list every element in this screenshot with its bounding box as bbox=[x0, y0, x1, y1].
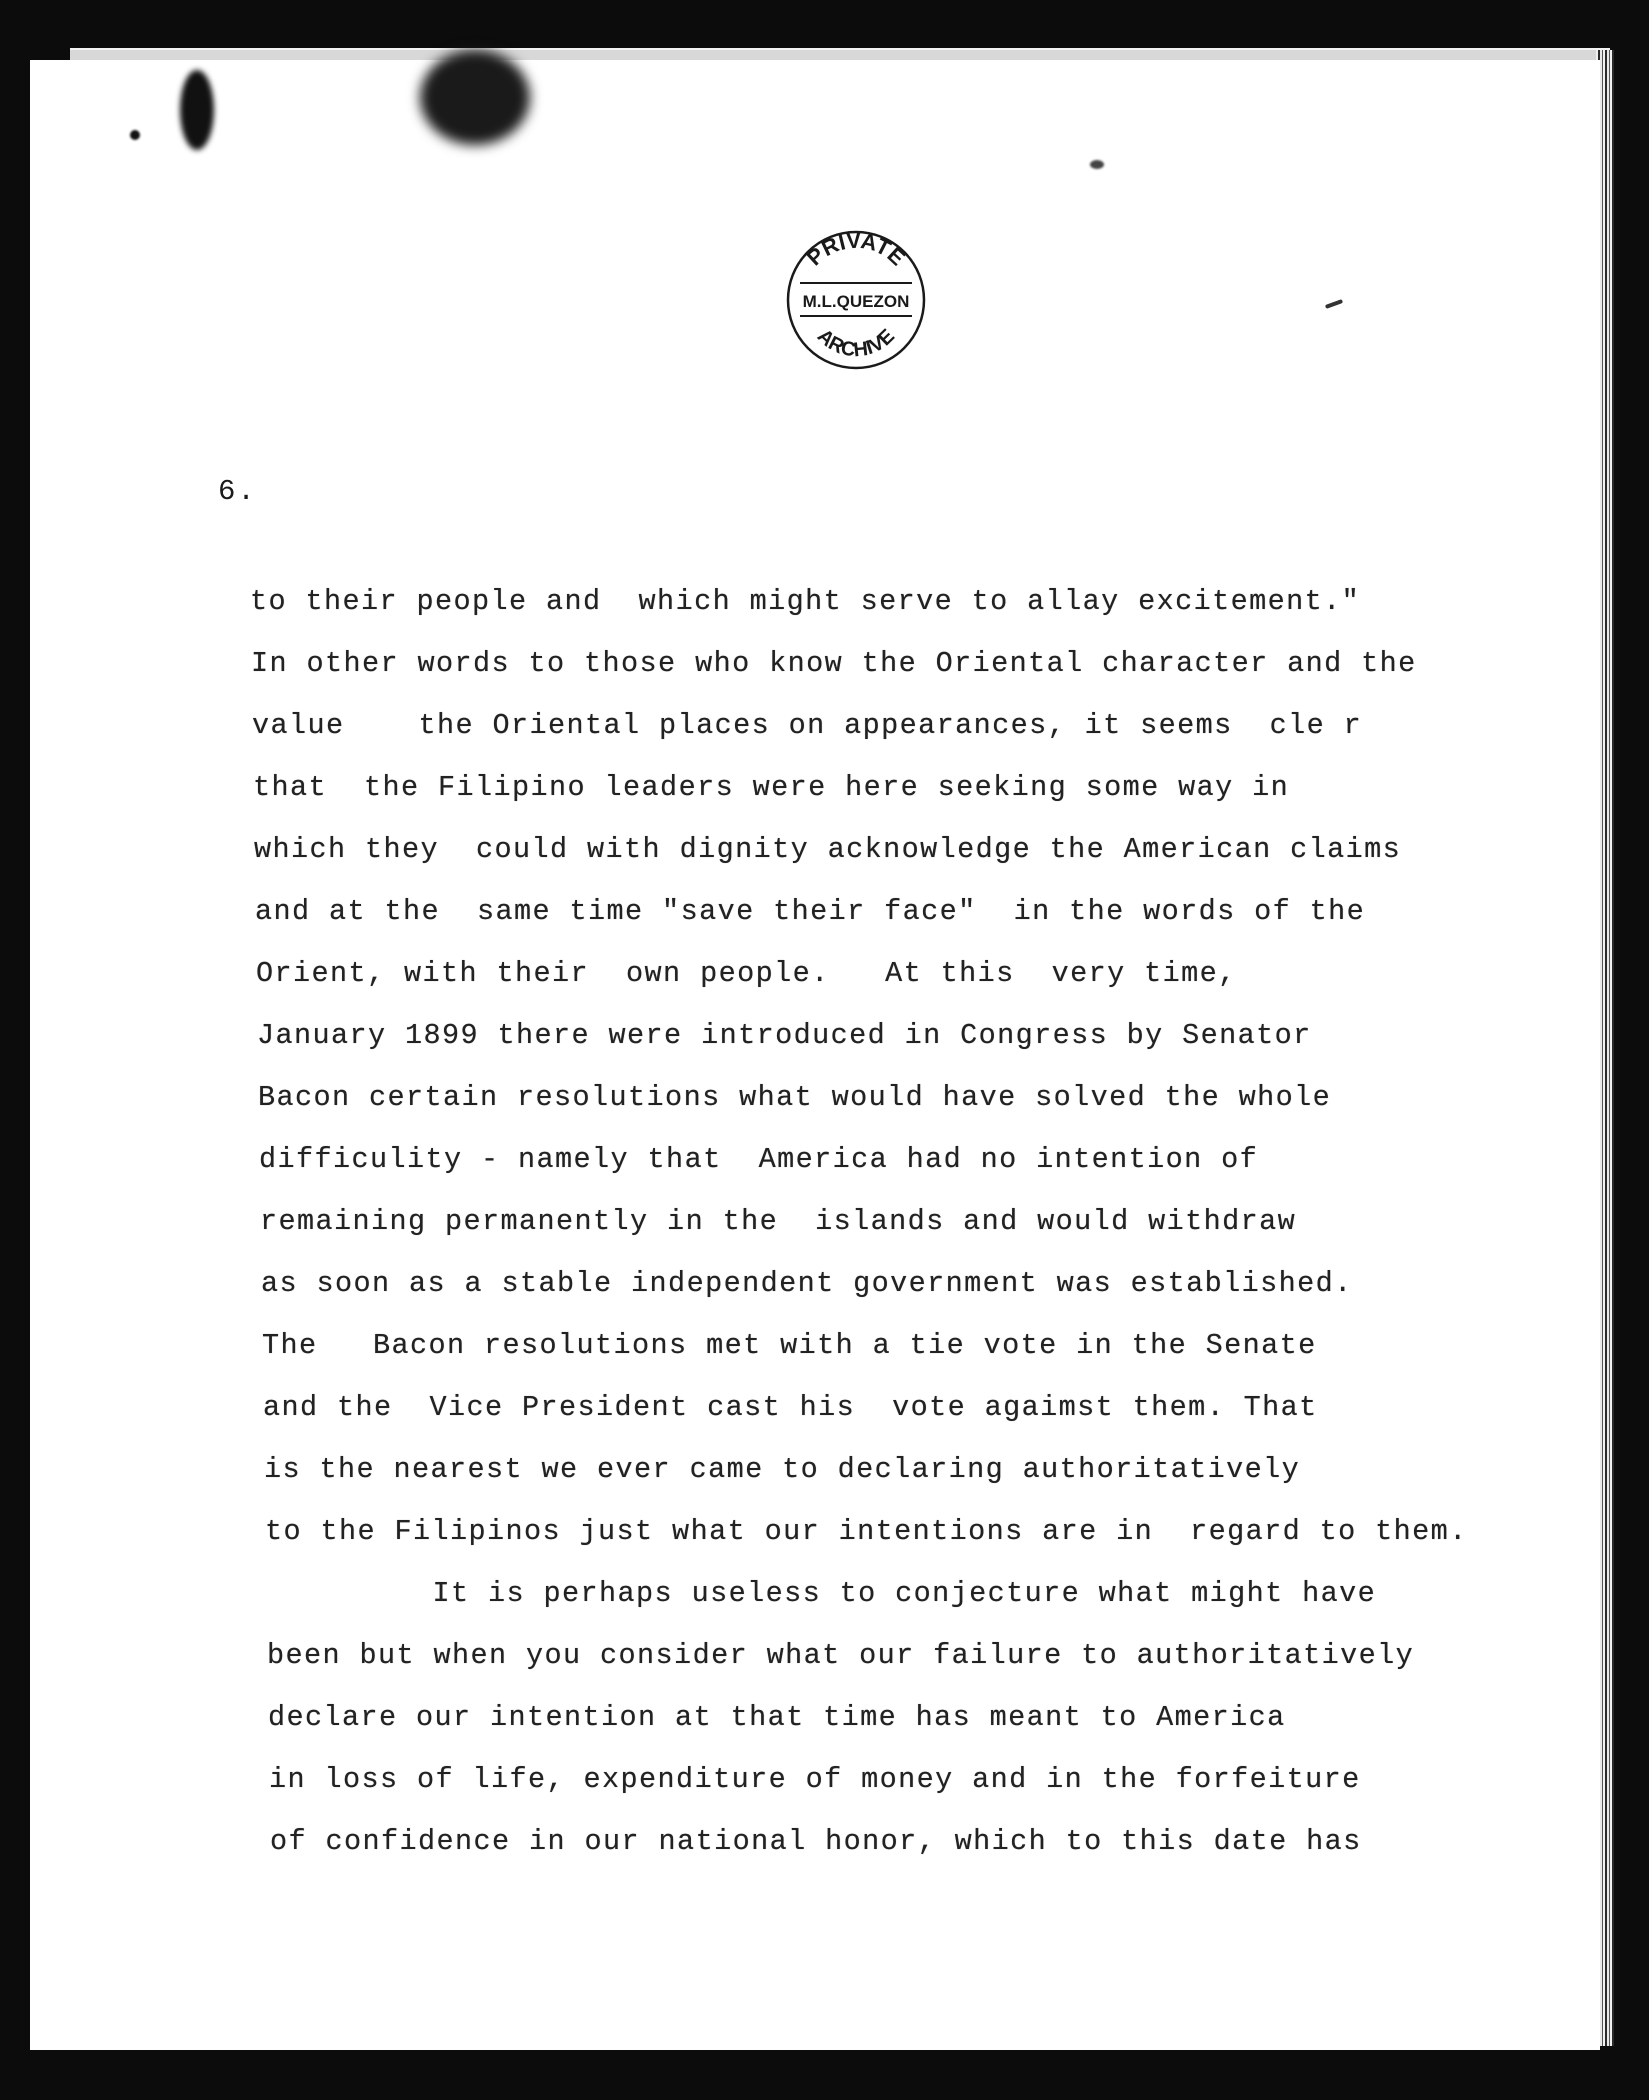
text-line: which they could with dignity acknowledge the American claims bbox=[254, 833, 1402, 866]
text-line: difficulity - namely that America had no intention of bbox=[259, 1143, 1259, 1176]
text-line: Bacon certain resolutions what would have solved the whole bbox=[258, 1081, 1332, 1114]
text-line: of confidence in our national honor, which to this date has bbox=[270, 1825, 1362, 1858]
text-line: and the Vice President cast his vote agaimst them. That bbox=[263, 1391, 1318, 1424]
text-line: as soon as a stable independent government was established. bbox=[261, 1267, 1353, 1300]
text-line: to their people and which might serve to allay excitement." bbox=[250, 585, 1361, 618]
text-line: In other words to those who know the Oriental character and the bbox=[251, 647, 1417, 680]
text-line: and at the same time "save their face" in the words of the bbox=[255, 895, 1366, 928]
stamp-center-text: M.L.QUEZON bbox=[802, 292, 910, 311]
ink-mark bbox=[1325, 299, 1343, 309]
text-line: It is perhaps useless to conjecture what might have bbox=[266, 1577, 1377, 1610]
ink-speck bbox=[1090, 160, 1104, 169]
text-line: remaining permanently in the islands and would withdraw bbox=[260, 1205, 1297, 1238]
text-line: declare our intention at that time has meant to America bbox=[268, 1701, 1286, 1734]
text-line: value the Oriental places on appearances, it seems cle r bbox=[252, 709, 1363, 742]
text-line: January 1899 there were introduced in Congress by Senator bbox=[257, 1019, 1312, 1052]
text-line: that the Filipino leaders were here seeking some way in bbox=[253, 771, 1290, 804]
text-line: to the Filipinos just what our intentions are in regard to them. bbox=[265, 1515, 1468, 1548]
page-number: 6. bbox=[218, 475, 257, 508]
page-stack-top-edge bbox=[70, 48, 1610, 60]
text-line: been but when you consider what our failure to authoritatively bbox=[267, 1639, 1415, 1672]
text-line: The Bacon resolutions met with a tie vote in the Senate bbox=[262, 1329, 1317, 1362]
archive-stamp bbox=[784, 228, 928, 372]
svg-text:PRIVATE bbox=[802, 228, 911, 270]
stamp-bottom-text: ARCHIVE bbox=[812, 325, 900, 362]
text-line: is the nearest we ever came to declaring authoritatively bbox=[264, 1453, 1301, 1486]
ink-smudge bbox=[420, 50, 530, 145]
svg-text:ARCHIVE bbox=[813, 325, 899, 361]
text-line: Orient, with their own people. At this very time, bbox=[256, 957, 1237, 990]
ink-speck bbox=[130, 130, 140, 140]
ink-smudge bbox=[180, 70, 214, 150]
text-line: in loss of life, expenditure of money and in the forfeiture bbox=[269, 1763, 1361, 1796]
stamp-top-text: PRIVATE bbox=[801, 228, 911, 271]
